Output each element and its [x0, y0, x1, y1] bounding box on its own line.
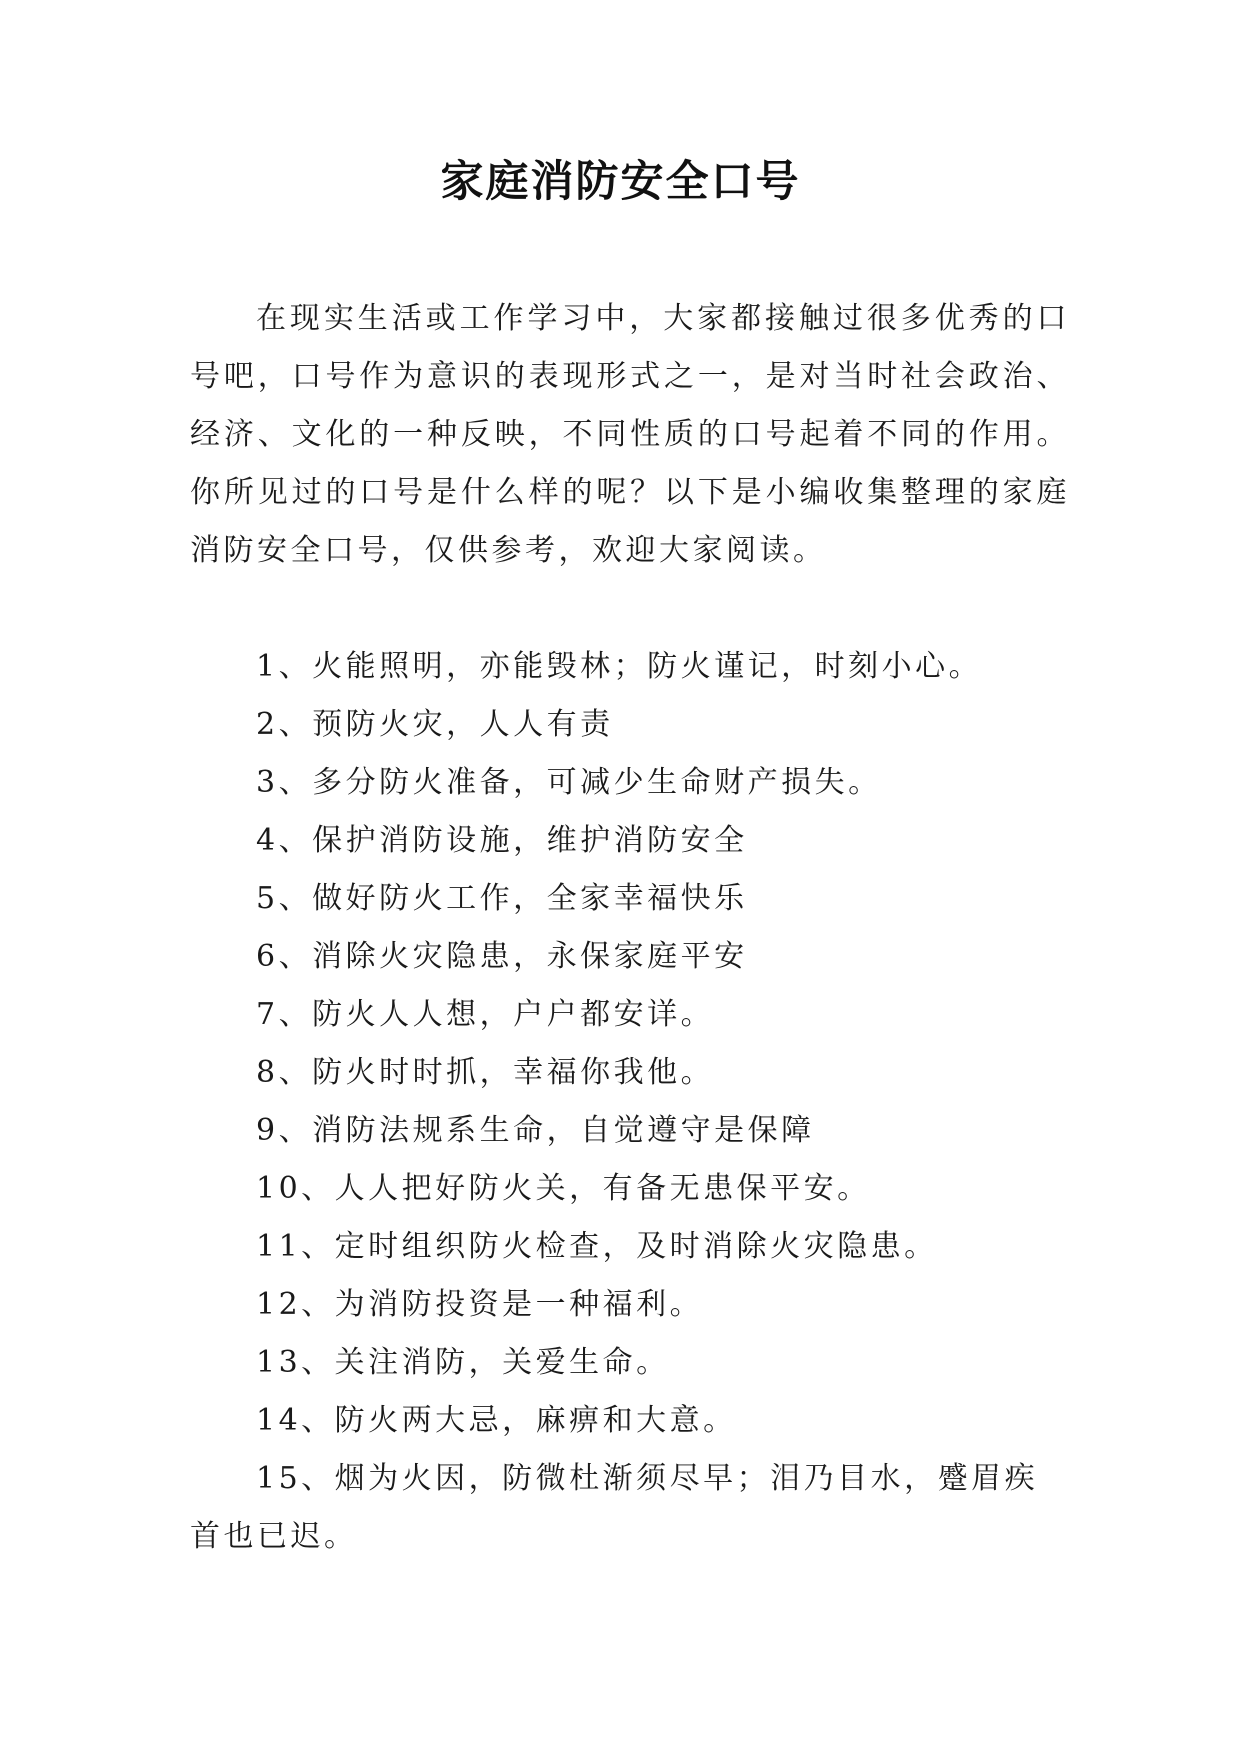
slogan-item: 11、定时组织防火检查，及时消除火灾隐患。 [256, 1229, 938, 1264]
slogan-item: 14、防火两大忌，麻痹和大意。 [256, 1403, 737, 1438]
slogan-item: 15、烟为火因，防微杜渐须尽早；泪乃目水，蹙眉疾首也已迟。 [190, 1461, 1039, 1554]
document-body [190, 290, 1070, 1566]
slogan-list [190, 638, 1070, 1566]
slogan-item: 6、消除火灾隐患，永保家庭平安 [256, 939, 748, 974]
document-title: 家庭消防安全口号 [440, 157, 801, 207]
slogan-item: 4、保护消防设施，维护消防安全 [256, 823, 748, 858]
slogan-item: 1、火能照明，亦能毁林；防火谨记，时刻小心。 [256, 649, 983, 684]
slogan-item: 5、做好防火工作，全家幸福快乐 [256, 881, 748, 916]
slogan-item: 10、人人把好防火关，有备无患保平安。 [256, 1171, 871, 1206]
slogan-item: 3、多分防火准备，可减少生命财产损失。 [256, 765, 882, 800]
slogan-item: 7、防火人人想，户户都安详。 [256, 997, 715, 1032]
slogan-item: 9、消防法规系生命，自觉遵守是保障 [256, 1113, 815, 1148]
slogan-item: 13、关注消防，关爱生命。 [256, 1345, 670, 1380]
slogan-item: 8、防火时时抓，幸福你我他。 [256, 1055, 715, 1090]
intro-paragraph: 在现实生活或工作学习中，大家都接触过很多优秀的口号吧，口号作为意识的表现形式之一，是对当时社会政治、经济、文化的一种反映，不同性质的口号起着不同的作用。你所见过的口号是什么样的呢？以下是小编收集整理的家庭消防安全口号，仅供参考，欢迎大家阅读。 [190, 301, 1070, 568]
slogan-item: 2、预防火灾，人人有责 [256, 707, 614, 742]
slogan-item: 12、为消防投资是一种福利。 [256, 1287, 704, 1322]
